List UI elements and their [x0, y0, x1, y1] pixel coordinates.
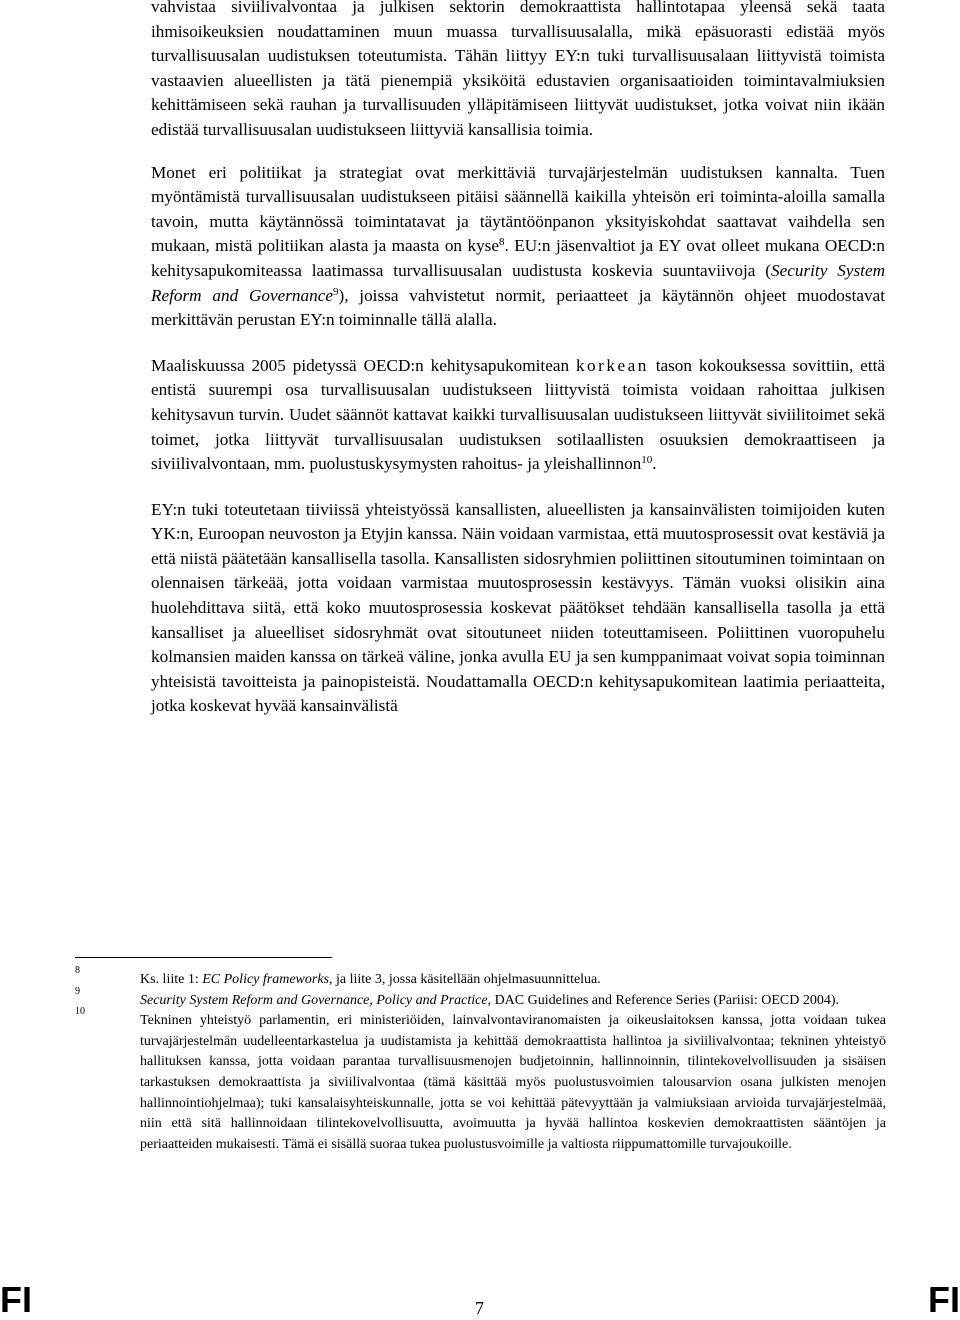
footnote-ref-8[interactable]: 8 [498, 236, 505, 249]
paragraph-2 [151, 161, 885, 333]
language-code-left: FI [0, 1279, 32, 1320]
body-text [151, 0, 885, 740]
paragraph-3-text-a: Maaliskuussa 2005 pidetyssä OECD:n kehitysapukomitean [151, 355, 576, 375]
page-number: 7 [475, 1298, 484, 1318]
paragraph-2-text-c: ), joissa vahvistetut normit, periaatteet ja käytännön ohjeet muodostavat merkittävän perustan EY:n toiminnalle tällä alalla. [151, 285, 885, 330]
language-code-right: FI [928, 1279, 960, 1320]
footnote-8-italic: EC Policy frameworks [202, 972, 329, 987]
footnote-8-text-a: Ks. liite 1: [140, 972, 203, 987]
footnote-9 [75, 985, 886, 1012]
paragraph-4: EY:n tuki toteutetaan tiiviissä yhteistyössä kansallisten, alueellisten ja kansainvälisten toimijoiden kuten YK:n, Euroopan neuvoston ja Etyjin kanssa. Näin voidaan varmistaa, että muutosprosessit ovat kestäviä ja että niistä päätetään kansallisella tasolla. Kansallisten sidosryhmien poliittinen sitoutuminen toimintaan on olennaisen tärkeää, jotta voidaan varmistaa muutosprosessin kestävyys. Tämän vuoksi olisikin aina huolehdittava siitä, että koko muutosprosessia koskevat päätökset tehdään kansallisella tasolla ja että kansalliset ja alueelliset sidosryhmät ovat sitoutuneet niiden toteuttamiseen. Poliittinen vuoropuhelu kolmansien maiden kanssa on tärkeä väline, jonka avulla EU ja sen kumppanimaat voivat sopia toiminnan yhteisistä tavoitteista ja painopisteistä. Noudattamalla OECD:n kehitysapukomitean laatimia periaatteita, jotka koskevat hyvää kansainvälistä [151, 499, 885, 716]
footnote-number: 9 [75, 985, 80, 997]
footnote-9-italic: Security System Reform and Governance, Policy and Practice [140, 992, 488, 1008]
paragraph-2-text-b: . EU:n jäsenvaltiot ja EY ovat olleet mukana OECD:n kehitysapukomiteassa laatimassa turvallisuusalan uudistusta koskevia suuntaviivoja ( [151, 236, 885, 280]
footnote-number: 10 [75, 1006, 85, 1018]
paragraph-2-italic-title: Security System Reform and Governance [151, 260, 885, 305]
paragraph-3-text-b: tason kokouksessa sovittiin, että entistä suurempi osa turvallisuusalan uudistukseen liittyvistä toimista voidaan rahoittaa julkisen kehitysavun turvin. Uudet säännöt kattavat kaikki turvallisuusalan uudistukseen liittyvät siviilitoimet sekä toimet, jotka liittyvät turvallisuusalan uudistuksen sotilaallisten osuuksien demokraattiseen ja siviilivalvontaan, mm. puolustuskysymysten rahoitus- ja yleishallinnon [151, 355, 885, 474]
paragraph-3-text-c: . [652, 454, 657, 474]
footnote-text [140, 970, 886, 991]
footnotes [75, 965, 886, 1155]
paragraph-3 [151, 354, 885, 477]
paragraph-3-spaced-word: korkean [575, 355, 649, 375]
footnote-ref-9[interactable]: 9 [332, 285, 339, 298]
footnote-8-text-b: , ja liite 3, jossa käsitellään ohjelmasuunnittelua. [329, 972, 601, 987]
footnote-text [140, 991, 886, 1012]
paragraph-1: vahvistaa siviilivalvontaa ja julkisen sektorin demokraattista hallintotapaa yleensä sekä taata ihmisoikeuksien noudattaminen muun muassa turvallisuusalalla, mikä epäsuorasti edistää myös turvallisuusalan uudistuksen toteutumista. Tähän liittyy EY:n tuki turvallisuusalaan liittyvistä toimista vastaavien alueellisten ja tätä pienempiä yksiköitä edustavien organisaatioiden toimintavalmiuksien kehittämiseen sekä rauhan ja turvallisuuden ylläpitämiseen liittyvät uudistukset, jotka voivat niin ikään edistää turvallisuusalan uudistukseen liittyviä kansallisia toimia. [151, 0, 885, 139]
footnote-ref-10[interactable]: 10 [641, 454, 653, 467]
footnote-separator [75, 957, 332, 958]
paragraph-2-text-a: Monet eri politiikat ja strategiat ovat merkittäviä turvajärjestelmän uudistuksen kannalta. Tuen myöntämistä turvallisuusalan uudistukseen pitäisi säännellä kaikilla yhteisön eri toiminta-aloilla samalla tavoin, mutta käytännössä toimintatavat ja täytäntöönpanon yksityiskohdat saattavat vaihdella sen mukaan, mistä politiikan alasta ja maasta on kyse [151, 162, 885, 256]
footnote-number: 8 [75, 965, 80, 976]
footnote-text: Tekninen yhteistyö parlamentin, eri ministeriöiden, lainvalvontaviranomaisten ja oikeuslaitoksen kanssa, jotta voidaan tukea turvajärjestelmän uudelleentarkastelua ja uudistamista ja kehittää demokraattista hallintoa ja siviilivalvontaa; tekninen yhteistyö hallituksen kanssa, jotta voidaan parantaa turvallisuusmenojen budjetoinnin, hallinnoinnin, tilintekovelvollisuuden ja sisäisen tarkastuksen demokraattista ja siviilivalvontaa (tämä käsittää myös puolustusvoimien talousarvion osana julkisten menojen hallinnointiohjelmaa); tuki kansalaisyhteiskunnalle, jotta se voi kehittää pätevyyttään ja valmiuksiaan arvioida turvajärjestelmää, niin että sitä hallinnoidaan tilintekovelvollisuutta, avoimuutta ja hyvää hallintoa koskevien demokraattisten sääntöjen ja periaatteiden mukaisesti. Tämä ei sisällä suoraa tukea puolustusvoimille ja valtiosta riippumattomille turvajoukoille. [140, 1013, 886, 1152]
footnote-8 [75, 965, 886, 991]
footnote-9-text-b: , DAC Guidelines and Reference Series (Pariisi: OECD 2004). [487, 992, 840, 1008]
footnote-10 [75, 1006, 886, 1155]
